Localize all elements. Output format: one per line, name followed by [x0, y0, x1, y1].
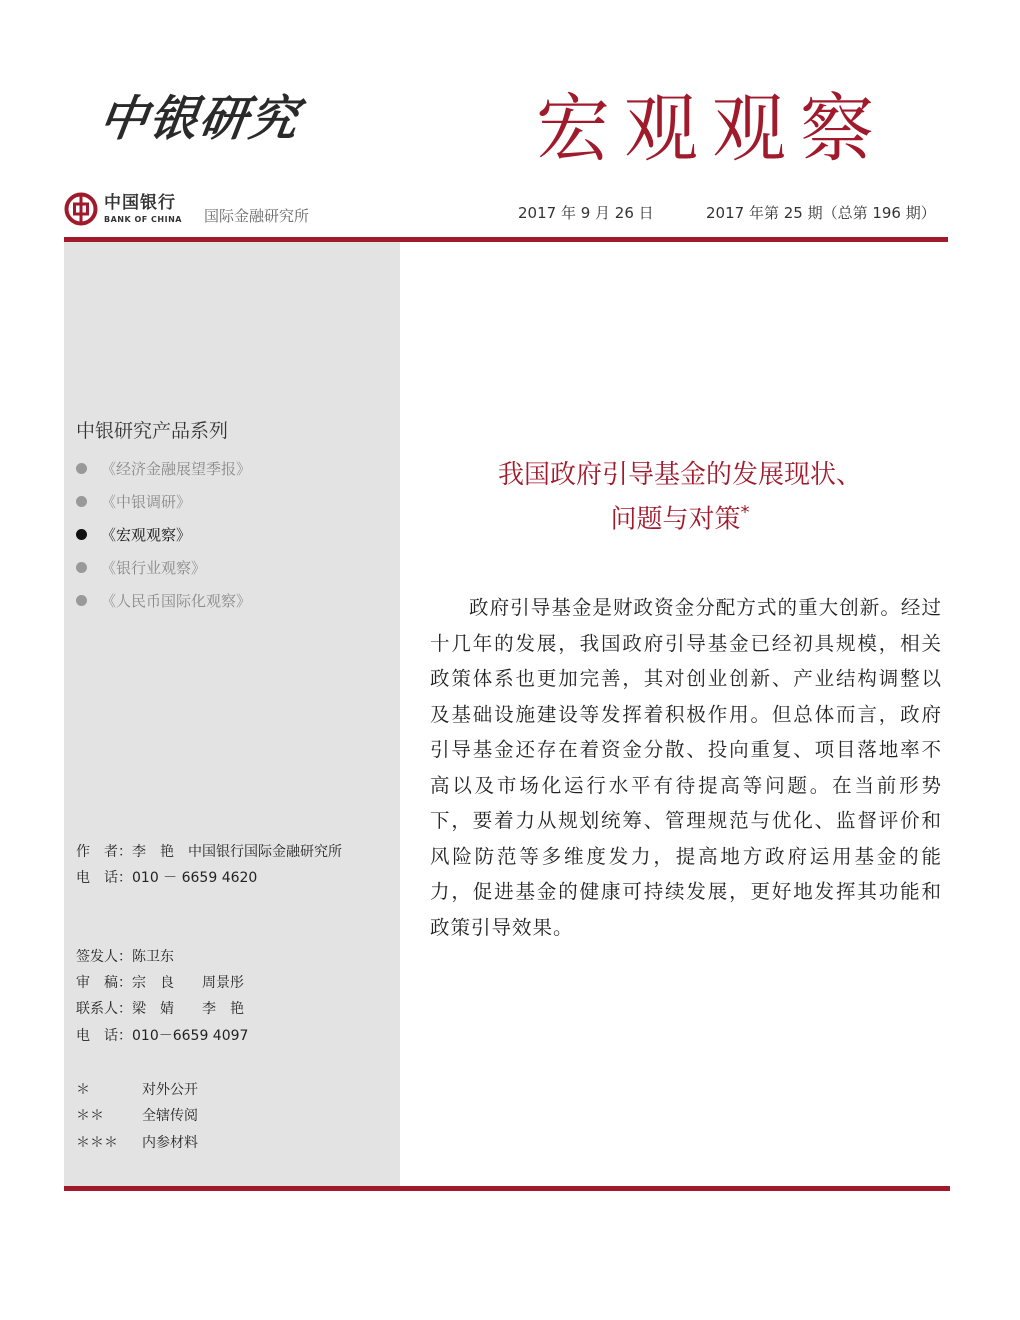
- classification-mark: ＊: [76, 1082, 90, 1098]
- series-item-label: 《中银调研》: [101, 493, 192, 511]
- series-item-label: 《经济金融展望季报》: [101, 460, 252, 478]
- contact-phone: 电 话：010－6659 4097: [76, 1028, 249, 1044]
- classification-label: 对外公开: [142, 1082, 198, 1098]
- contacts-line: 联系人：梁 婧 李 艳: [76, 1001, 244, 1017]
- series-item: [76, 590, 251, 611]
- series-item-label: 《宏观观察》: [101, 526, 192, 544]
- article-title-line1: 我国政府引导基金的发展现状、: [497, 460, 862, 490]
- classification-label: 全辖传阅: [142, 1108, 198, 1124]
- bullet-icon: [76, 595, 87, 606]
- article-title-line2: [430, 494, 930, 539]
- series-item-active: [76, 524, 191, 545]
- signer-line: 签发人：陈卫东: [76, 949, 174, 965]
- series-heading: 中银研究产品系列: [76, 420, 229, 442]
- logo-calligraphy: 中银研究: [95, 91, 304, 147]
- bullet-icon: [76, 496, 87, 507]
- reviewers-line: 审 稿：宗 良 周景彤: [76, 975, 244, 991]
- bank-name-cn: 中国银行: [104, 192, 176, 213]
- bank-name: [104, 192, 182, 224]
- series-item-label: 《人民币国际化观察》: [101, 592, 252, 610]
- bullet-icon: [76, 562, 87, 573]
- footnote-mark: *: [740, 502, 750, 523]
- article-abstract: 政府引导基金是财政资金分配方式的重大创新。经过十几年的发展，我国政府引导基金已经初具规模，相关政策体系也更加完善，其对创业创新、产业结构调整以及基础设施建设等发挥着积极作用。但总体而言，政府引导基金还存在着资金分散、投向重复、项目落地率不高以及市场化运行水平有待提高等问题。在当前形势下，要着力从规划统筹、管理规范与优化、监督评价和风险防范等多维度发力，提高地方政府运用基金的能力，促进基金的健康可持续发展，更好地发挥其功能和政策引导效果。: [430, 596, 942, 939]
- article-title: [430, 456, 930, 539]
- publication-date: 2017 年 9 月 26 日: [518, 204, 654, 222]
- issue-number: 2017 年第 25 期（总第 196 期）: [706, 204, 936, 222]
- bank-name-en: BANK OF CHINA: [104, 214, 182, 224]
- bank-of-china-emblem-icon: [64, 192, 98, 226]
- series-item: [76, 557, 206, 578]
- institute-name: 国际金融研究所: [204, 207, 310, 225]
- series-item: [76, 491, 191, 512]
- classification-mark: ＊＊: [76, 1108, 104, 1124]
- bullet-icon: [76, 529, 87, 540]
- author-line: 作 者：李 艳 中国银行国际金融研究所: [76, 844, 342, 860]
- bullet-icon: [76, 463, 87, 474]
- bank-logo: [64, 192, 182, 226]
- series-item-label: 《银行业观察》: [101, 559, 207, 577]
- article-title-line2-text: 问题与对策: [610, 504, 741, 535]
- series-title: 宏观观察: [536, 86, 888, 172]
- footer-divider: [64, 1186, 950, 1191]
- classification-label: 内参材料: [142, 1135, 198, 1151]
- classification-mark: ＊＊＊: [76, 1135, 118, 1151]
- series-item: [76, 458, 251, 479]
- author-phone: 电 话：010 － 6659 4620: [76, 870, 258, 886]
